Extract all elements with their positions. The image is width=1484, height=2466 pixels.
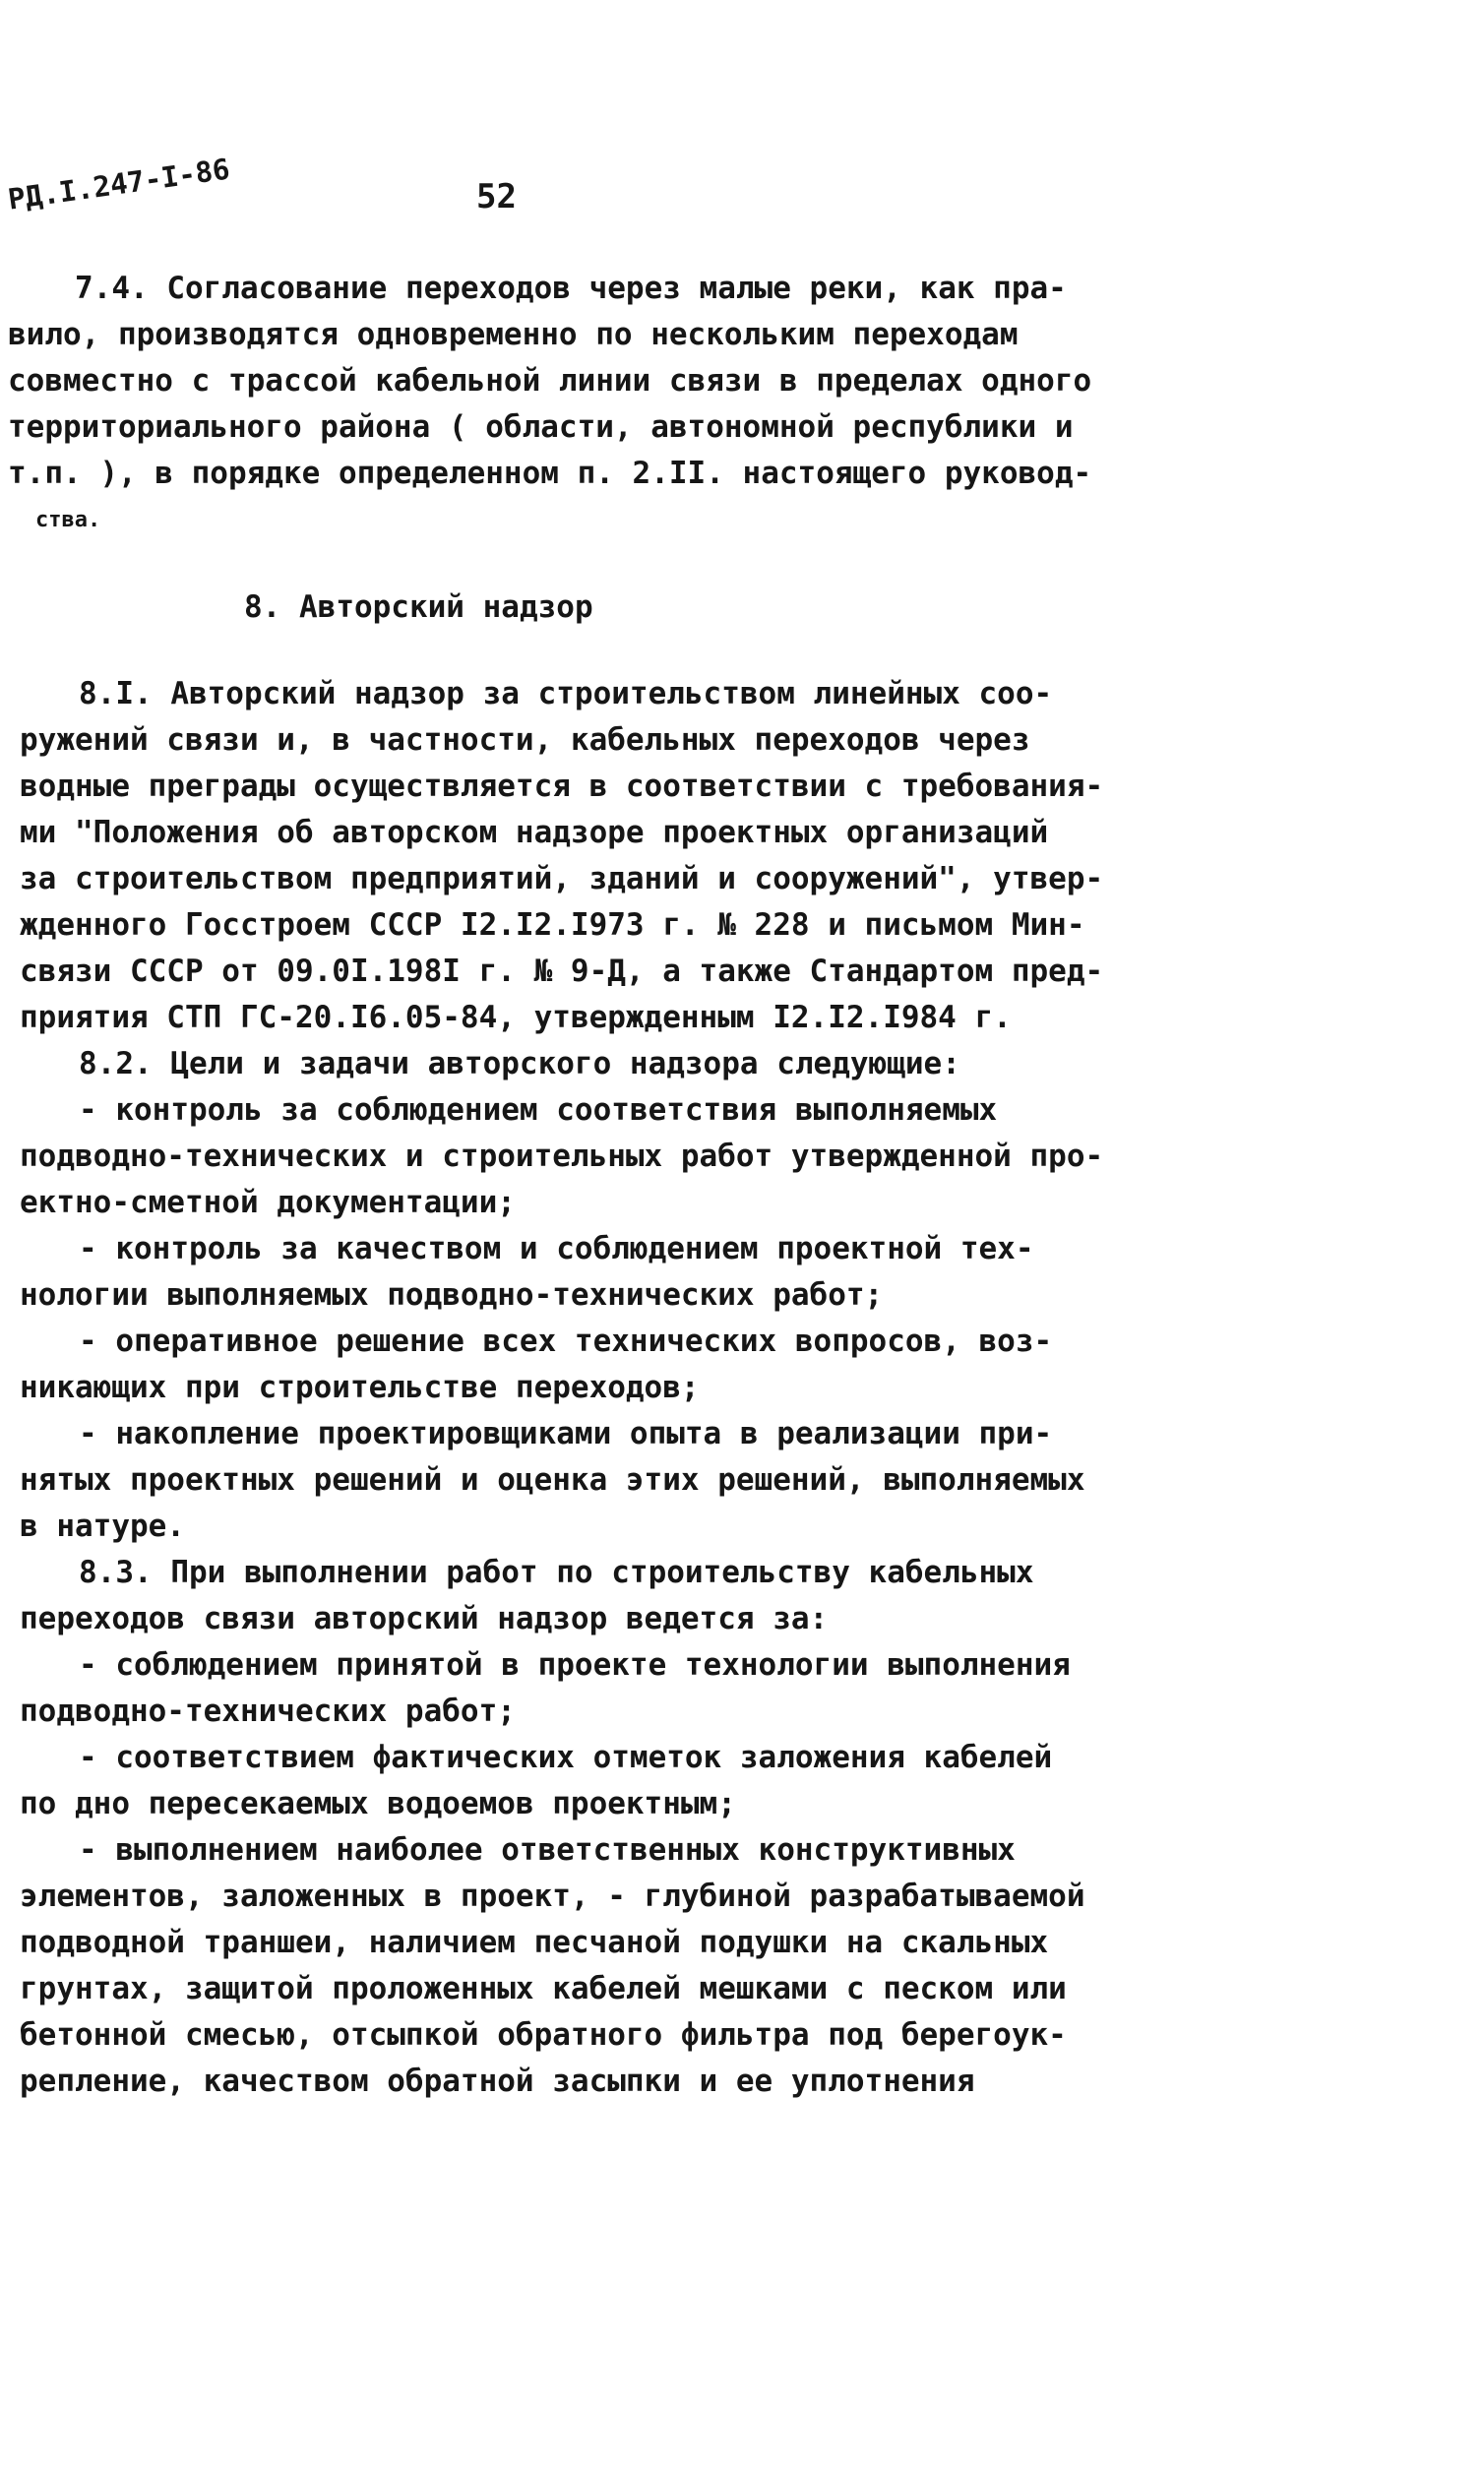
body-text [0,266,1161,2105]
line-text: территориального района ( области, автономной республики и [8,409,1074,445]
text-line [0,1550,1161,1596]
line-text: подводно-технических и строительных работ утвержденной про- [20,1139,1104,1174]
text-line [0,358,1161,404]
line-text: - оперативное решение всех технических вопросов, воз- [79,1324,1053,1359]
text-line [0,312,1161,358]
text-line [0,856,1161,902]
line-text: бетонной смесью, отсыпкой обратного фильтра под берегоук- [20,2017,1067,2053]
text-line [0,1642,1161,1689]
text-line [0,1226,1161,1272]
line-text: 8.2. Цели и задачи авторского надзора следующие: [79,1046,960,1081]
text-line [0,1319,1161,1365]
text-line [0,1411,1161,1457]
line-text: - соблюдением принятой в проекте технологии выполнения [79,1647,1071,1683]
line-text: жденного Госстроем СССР I2.I2.I973 г. № 228 и письмом Мин- [20,907,1085,943]
text-line [0,1272,1161,1319]
text-line [0,1735,1161,1781]
line-text: грунтах, защитой проложенных кабелей мешками с песком или [20,1971,1067,2006]
line-text: 7.4. Согласование переходов через малые реки, как пра- [75,271,1067,306]
line-text: т.п. ), в порядке определенном п. 2.II. настоящего руковод- [8,456,1092,491]
text-line [0,1874,1161,1920]
line-text: по дно пересекаемых водоемов проектным; [20,1786,736,1821]
text-line [0,266,1161,312]
line-text: - накопление проектировщиками опыта в реализации при- [79,1416,1053,1451]
line-text: совместно с трассой кабельной линии связи в пределах одного [8,363,1092,399]
line-text: - контроль за качеством и соблюдением проектной тех- [79,1231,1034,1266]
text-line [0,764,1161,810]
line-text: 8.I. Авторский надзор за строительством линейных соо- [79,676,1053,711]
line-text: - контроль за соблюдением соответствия выполняемых [79,1092,998,1128]
line-text: подводно-технических работ; [20,1694,516,1729]
text-line [0,497,1161,543]
text-line [0,1504,1161,1550]
line-text: 8.3. При выполнении работ по строительству кабельных [79,1555,1034,1590]
line-text: - соответствием фактических отметок заложения кабелей [79,1740,1053,1775]
line-text: ми "Положения об авторском надзоре проектных организаций [20,815,1049,850]
section-heading [0,543,1161,671]
line-text: нологии выполняемых подводно-технических работ; [20,1277,884,1313]
text-line [0,671,1161,717]
text-line [0,1596,1161,1642]
line-text: элементов, заложенных в проект, - глубиной разрабатываемой [20,1879,1085,1914]
line-text: водные преграды осуществляется в соответствии с требования- [20,769,1104,804]
text-line [0,2059,1161,2105]
page-number: 52 [476,177,517,216]
text-line [0,404,1161,451]
text-line [0,1457,1161,1504]
line-text: переходов связи авторский надзор ведется за: [20,1601,829,1636]
text-line [0,1134,1161,1180]
line-text: приятия СТП ГС-20.I6.05-84, утвержденным I2.I2.I984 г. [20,1000,1012,1035]
text-line [0,1966,1161,2012]
line-text: связи СССР от 09.0I.198I г. № 9-Д, а также Стандартом пред- [20,954,1104,989]
line-text: репление, качеством обратной засыпки и ее уплотнения [20,2064,975,2099]
line-text: нятых проектных решений и оценка этих решений, выполняемых [20,1462,1085,1498]
line-text: ектно-сметной документации; [20,1185,516,1220]
line-text: ства. [35,508,101,532]
heading-text: 8. Авторский надзор [244,589,593,625]
document-code: РД.I.247-I-86 [6,152,232,216]
text-line [0,1041,1161,1087]
text-line [0,1365,1161,1411]
line-text: вило, производятся одновременно по нескольким переходам [8,317,1019,352]
text-line [0,1827,1161,1874]
text-line [0,1087,1161,1134]
line-text: никающих при строительстве переходов; [20,1370,700,1405]
text-line [0,995,1161,1041]
text-line [0,2012,1161,2059]
text-line [0,1781,1161,1827]
text-line [0,810,1161,856]
line-text: в натуре. [20,1509,185,1544]
line-text: ружений связи и, в частности, кабельных переходов через [20,722,1030,758]
text-line [0,949,1161,995]
line-text: - выполнением наиболее ответственных конструктивных [79,1832,1016,1868]
line-text: за строительством предприятий, зданий и сооружений", утвер- [20,861,1104,896]
text-line [0,1689,1161,1735]
line-text: подводной траншеи, наличием песчаной подушки на скальных [20,1925,1049,1960]
text-line [0,902,1161,949]
text-line [0,717,1161,764]
text-line [0,451,1161,497]
text-line [0,1180,1161,1226]
text-line [0,1920,1161,1966]
